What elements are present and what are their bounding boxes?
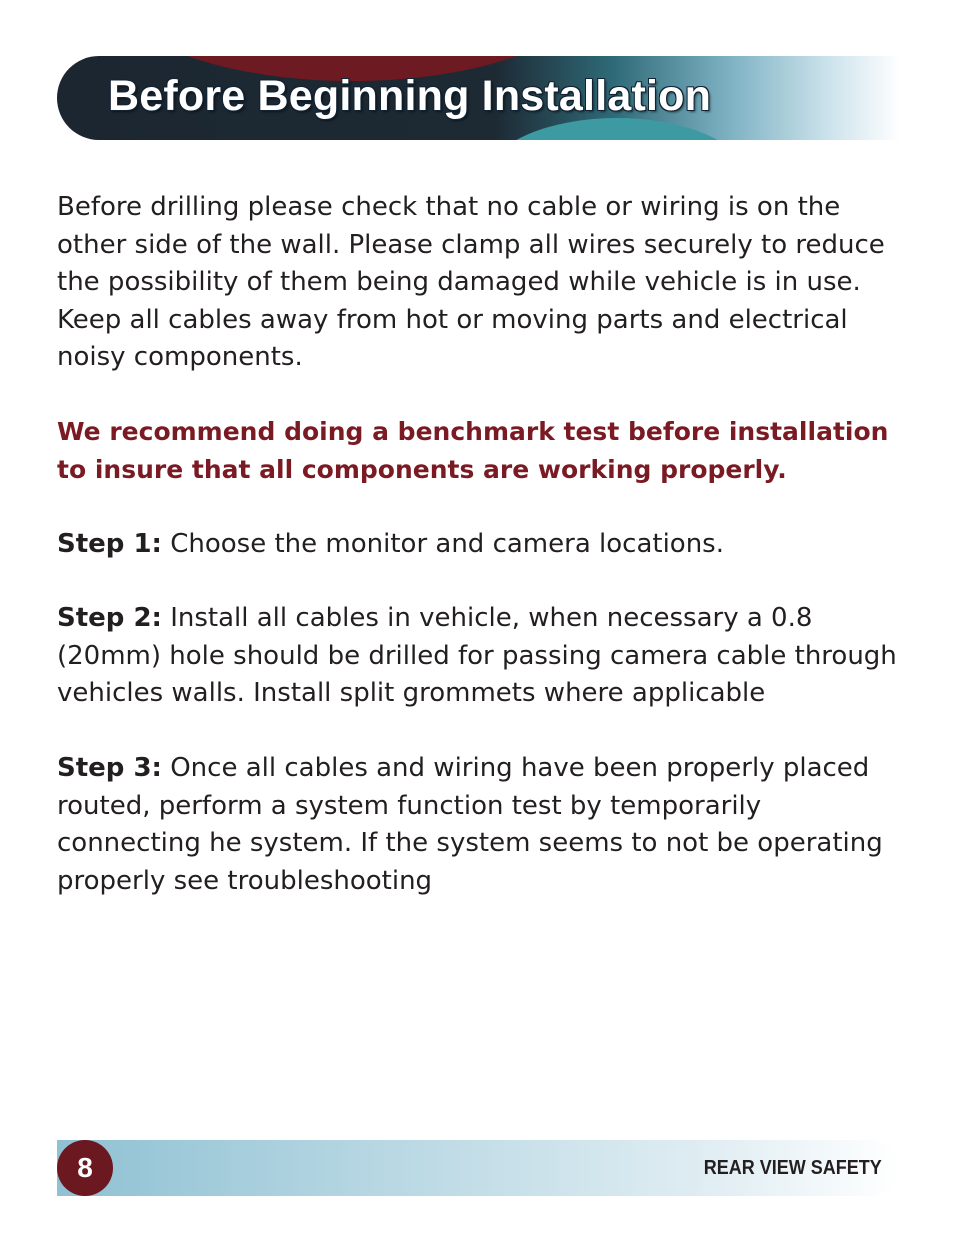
recommendation-paragraph: We recommend doing a benchmark test before installation to insure that all components are working properly. <box>57 417 889 484</box>
step-2-text: Install all cables in vehicle, when necessary a 0.8 (20mm) hole should be drilled for passing camera cable through vehicles walls. Install split grommets where applicable <box>57 603 897 708</box>
step-1-paragraph <box>57 526 902 564</box>
page-number-badge: 8 <box>57 1140 113 1196</box>
step-1-label: Step 1: <box>57 529 162 559</box>
footer-brand: REAR VIEW SAFETY <box>703 1157 882 1179</box>
step-2-label: Step 2: <box>57 603 162 633</box>
page-title: Before Beginning Installation <box>108 72 712 120</box>
step-3-label: Step 3: <box>57 753 162 783</box>
step-1-text: Choose the monitor and camera locations. <box>161 529 724 559</box>
intro-paragraph: Before drilling please check that no cable or wiring is on the other side of the wall. Please clamp all wires securely to reduce the possibility of them being damaged while vehicle is in use. Keep all cables away from hot or moving parts and electrical noisy components. <box>57 192 885 372</box>
step-3-paragraph <box>57 750 902 900</box>
step-2-paragraph <box>57 600 902 713</box>
step-3-text: Once all cables and wiring have been properly placed routed, perform a system function test by temporarily connecting he system. If the system seems to not be operating properly see troubleshooting <box>57 753 883 896</box>
